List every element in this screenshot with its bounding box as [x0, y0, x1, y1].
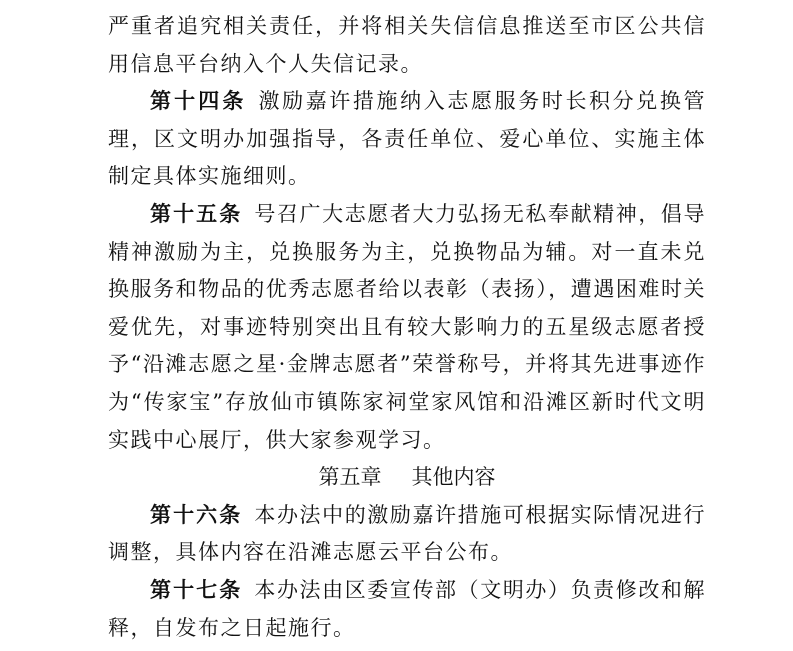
article-17: [108, 572, 706, 647]
article-14-label: 第十四条: [150, 89, 247, 114]
document-body: [108, 8, 706, 647]
article-17-text: 本办法由区委宣传部（文明办）负责修改和解释，自发布之日起施行。: [108, 577, 707, 640]
article-16: [108, 497, 706, 572]
chapter-heading: [108, 459, 706, 497]
chapter-number: 第五章: [318, 465, 382, 490]
article-16-label: 第十六条: [150, 502, 243, 527]
article-17-label: 第十七条: [150, 577, 243, 602]
chapter-title: 其他内容: [411, 465, 496, 490]
article-14: [108, 83, 706, 196]
article-16-text: 本办法中的激励嘉许措施可根据实际情况进行调整，具体内容在沿滩志愿云平台公布。: [108, 502, 707, 565]
article-15-label: 第十五条: [150, 201, 243, 226]
article-14-text: 激励嘉许措施纳入志愿服务时长积分兑换管理，区文明办加强指导，各责任单位、爱心单位、实施主体制定具体实施细则。: [108, 89, 707, 189]
article-15: [108, 196, 706, 459]
article-15-text: 号召广大志愿者大力弘扬无私奉献精神，倡导精神激励为主，兑换服务为主，兑换物品为辅。对一直未兑换服务和物品的优秀志愿者给以表彰（表扬），遭遇困难时关爱优先，对事迹特别突出且有较大影响力的五星级志愿者授予“沿滩志愿之星·金牌志愿者”荣誉称号，并将其先进事迹作为“传家宝”存放仙市镇陈家祠堂家风馆和沿滩区新时代文明实践中心展厅，供大家参观学习。: [108, 201, 707, 452]
paragraph-continued-text: 严重者追究相关责任，并将相关失信信息推送至市区公共信用信息平台纳入个人失信记录。: [108, 14, 706, 76]
paragraph-continued: [108, 8, 706, 83]
